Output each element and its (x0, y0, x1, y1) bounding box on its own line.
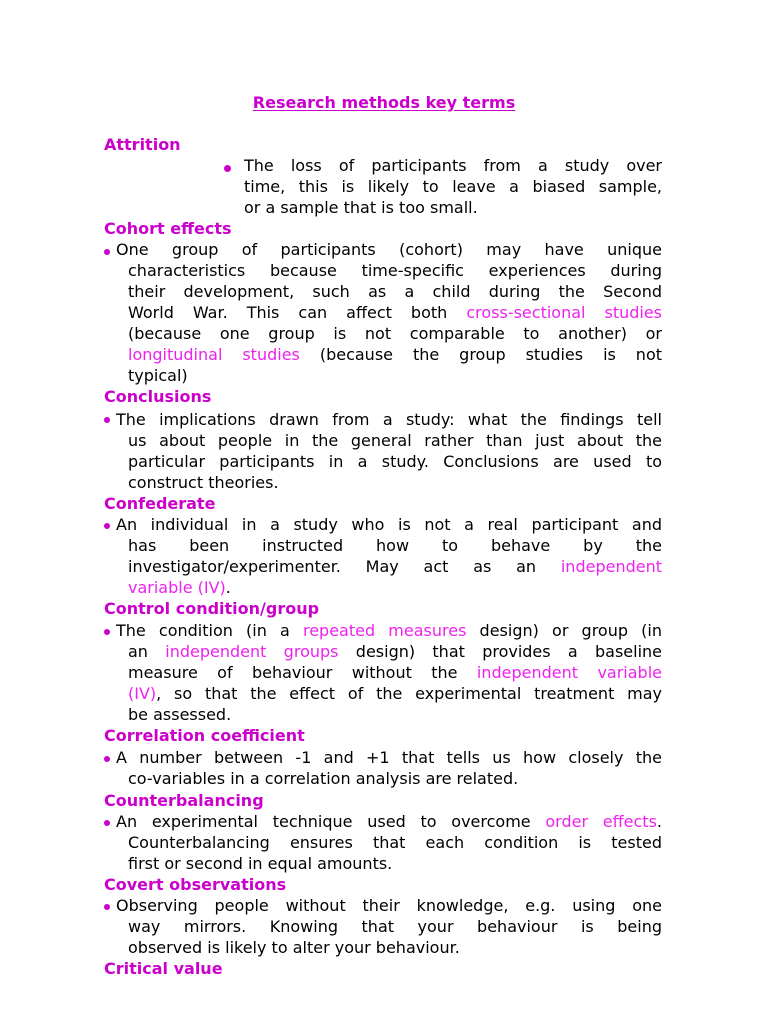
bullet-icon (104, 904, 110, 910)
definition-covert-observations: Observing people without their knowledge, e.g. using one way mirrors. Knowing that your behaviour is being observed is likely to alter your behaviour. (116, 896, 662, 957)
term-control-condition: Control condition/group (104, 599, 320, 618)
definition-correlation-coefficient: A number between -1 and +1 that tells us how closely the co-variables in a correlation analysis are related. (116, 748, 662, 788)
term-conclusions: Conclusions (104, 387, 212, 406)
term-critical-value: Critical value (104, 959, 223, 978)
definition-attrition: The loss of participants from a study over time, this is likely to leave a biased sample, or a sample that is too small. (244, 156, 662, 217)
term-cohort-effects: Cohort effects (104, 219, 232, 238)
definition-cohort-effects: One group of participants (cohort) may have unique characteristics because time-specific experiences during their development, such as a child during the Second World War. This can affect both cross-sectional studies (because one group is not comparable to another) or longitudinal studies (because the group studies is not typical) (116, 240, 663, 385)
bullet-icon (104, 820, 110, 826)
bullet-icon (104, 523, 110, 529)
definition-conclusions: The implications drawn from a study: what the findings tell us about people in the general rather than just about the particular participants in a study. Conclusions are used to construct theories. (116, 410, 662, 492)
term-attrition: Attrition (104, 135, 181, 154)
definition-counterbalancing: An experimental technique used to overcome order effects. Counterbalancing ensures that each condition is tested first or second in equal amounts. (116, 812, 662, 873)
bullet-icon (104, 756, 110, 762)
term-counterbalancing: Counterbalancing (104, 791, 264, 810)
term-confederate: Confederate (104, 494, 216, 513)
document-title: Research methods key terms (252, 93, 516, 112)
bullet-icon (104, 629, 110, 635)
term-covert-observations: Covert observations (104, 875, 287, 894)
definition-confederate: An individual in a study who is not a real participant and has been instructed how to behave by the investigator/experimenter. May act as an independent variable (IV). (116, 515, 662, 597)
bullet-icon (224, 165, 231, 172)
term-correlation-coefficient: Correlation coefficient (104, 726, 305, 745)
bullet-icon (104, 249, 110, 255)
definition-control-condition: The condition (in a repeated measures design) or group (in an independent groups design) that provides a baseline measure of behaviour without the independent variable (IV), so that the effect of the experimental treatment may be assessed. (116, 621, 663, 724)
bullet-icon (104, 417, 110, 423)
